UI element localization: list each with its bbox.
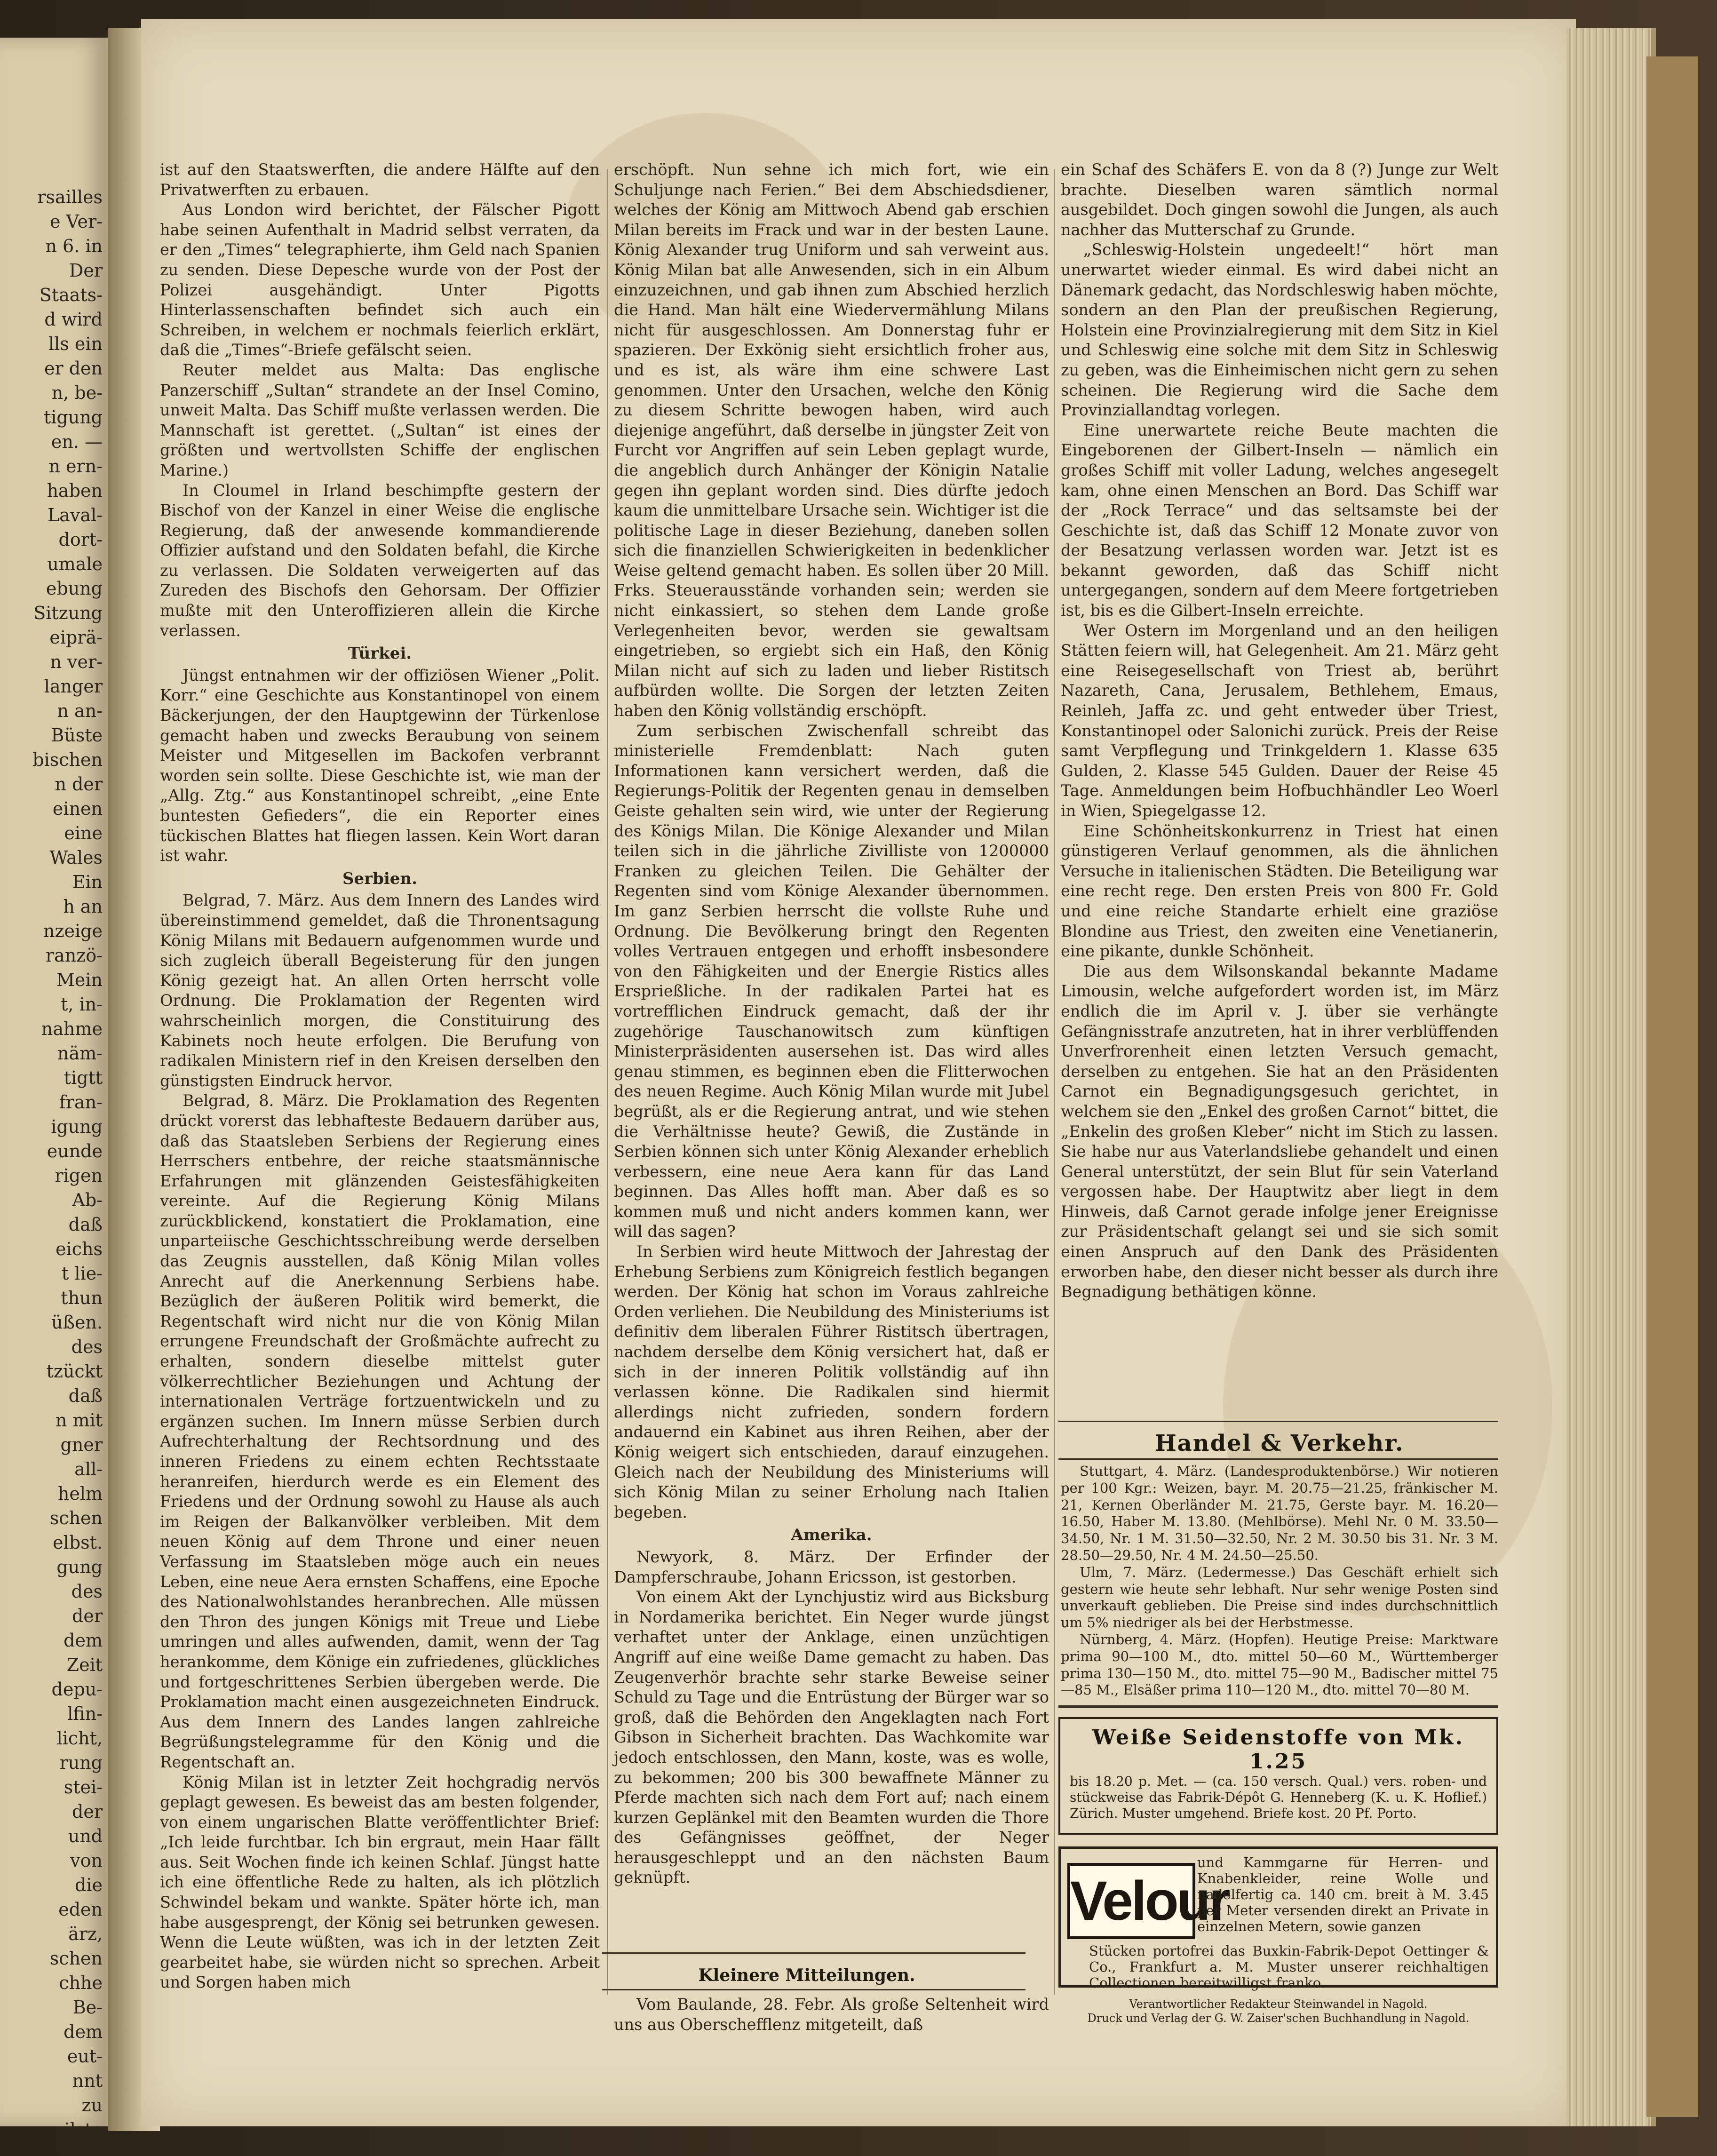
left-page-text-fragment: tigung (43, 407, 103, 428)
left-page-text-fragment: langer (44, 676, 103, 697)
article-paragraph: Belgrad, 7. März. Aus dem Innern des Landes wird übereinstimmend gemeldet, daß die Thronentsagung König Milans mit Bedauern aufgenommen wurde und sich zugleich überall Begeisterung für den jungen König gezeigt hat. An allen Orten herrscht volle Ordnung. Die Proklamation der Regenten wird wahrscheinlich morgen, die Constituirung des Kabinets noch heute erfolgen. Die Berufung von radikalen Ministern rief in den Kreisen derselben den günstigsten Eindruck hervor. (160, 891, 600, 1090)
left-page-text-fragment: rsailles (37, 187, 103, 207)
left-page-text-fragment: Be- (72, 1997, 103, 2018)
ad-text: Stücken portofrei das Buxkin-Fabrik-Depot Oettinger & Co., Frankfurt a. M. Muster unserer reichhaltigen Collectionen bereitwilligst franko. (1089, 1943, 1489, 1991)
left-page-text-fragment: en. — (51, 431, 103, 452)
advertisement-velour (1058, 1846, 1498, 1991)
left-page-text-fragment: d wird (44, 309, 103, 330)
left-page-text-fragment: dem (64, 2021, 103, 2042)
left-page-text-fragment: schen (49, 1508, 103, 1528)
section-rule (602, 1989, 1025, 1990)
left-page-text-fragment: Sitzung (33, 603, 103, 623)
left-page-text-fragment: dem (64, 1630, 103, 1651)
left-page-text-fragment: daß (68, 1214, 103, 1235)
left-page-text-fragment: helm (57, 1483, 103, 1504)
left-page-text-fragment: rung (59, 1752, 103, 1773)
left-page-text-fragment: nnt (72, 2070, 103, 2091)
left-page-text-fragment: chhe (59, 1973, 103, 1993)
section-rule (602, 1952, 1025, 1954)
article-paragraph: Belgrad, 8. März. Die Proklamation des Regenten drückt vorerst das lebhafteste Bedauern darüber aus, daß das Staatsleben Serbiens der Regierung eines Herrschers entbehre, der reiche staatsmännische Erfahrungen mit glänzenden Geistesfähigkeiten vereinte. Auf die Regierung König Milans zurückblickend, konstatiert die Proklamation, eine unparteiische Geschichtsschreibung werde derselben das Zeugnis ausstellen, daß König Milan volles Anrecht auf die Anerkennung Serbiens habe. Bezüglich der äußeren Politik wird bemerkt, die Regentschaft wird nicht nur die von König Milan errungene Freundschaft der Großmächte aufrecht zu erhalten, sondern dieselbe mittelst guter völkerrechtlicher Beziehungen und Achtung der internationalen Verträge fortzuentwickeln und zu ergänzen suchen. Im Innern müsse Serbien durch Aufrechterhaltung der Rechtsordnung und des inneren Friedens zu einem echten Rechtsstaate heranreifen, hierdurch werde es ein Element des Friedens und der Ordnung sowohl zu Hause als auch im Reigen der Balkanvölker verbleiben. Mit dem neuen König auf dem Throne und einer neuen Verfassung im Staatsleben möge auch ein neues Leben, eine neue Aera ernsten Schaffens, eine Epoche des Nationalwohlstandes heranbrechen. Alle müssen den Thron des jungen Königs mit Treue und Liebe umringen und alles aufwenden, damit, wenn der Tag herankomme, dem Könige ein zufriedenes, glückliches und fortgeschrittenes Serbien übergeben werde. Die Proklamation macht einen ausgezeichneten Eindruck. Aus dem Innern des Landes langen zahlreiche Begrüßungstelegramme für den König und die Regentschaft an. (160, 1091, 600, 1771)
left-page-text-fragment: bischen (32, 749, 103, 770)
left-page-text-fragment: igung (51, 1116, 103, 1137)
section-rule (1058, 1421, 1498, 1422)
left-page-text-fragment: Zeit (66, 1655, 103, 1675)
left-page-text-fragment: Ein (72, 872, 103, 892)
left-page-text-fragment: des (71, 1337, 103, 1357)
advertisement-silk (1058, 1717, 1498, 1835)
section-rule (1058, 1705, 1498, 1708)
book-cover-edge (1646, 56, 1698, 2117)
left-page-text-fragment: einen (52, 798, 103, 819)
left-page-text-fragment: ärz, (68, 1924, 103, 1944)
ad-headline: Weiße Seidenstoffe von Mk. 1.25 (1092, 1726, 1464, 1774)
article-paragraph: Vom Baulande, 28. Febr. Als große Seltenheit wird uns aus Oberschefflenz mitgeteilt, daß (614, 1995, 1049, 2034)
left-page-text-fragment: eden (58, 1899, 103, 1920)
left-page-text-fragment: n an- (57, 700, 103, 721)
ad-text: bis 18.20 p. Met. — (ca. 150 versch. Qual.) vers. roben- und stückweise das Fabrik-Dépôt G. Henneberg (K. u. K. Hoflief.) Zürich. Muster umgehend. Briefe kost. 20 Pf. Porto. (1070, 1774, 1487, 1821)
left-page-text-fragment: n mit (55, 1410, 103, 1431)
section-heading-handel: Handel & Verkehr. (1155, 1430, 1404, 1456)
left-page-text-fragment: Ab- (72, 1190, 103, 1210)
imprint-publisher: Druck und Verlag der G. W. Zaiser'schen Buchhandlung in Nagold. (1087, 2012, 1470, 2025)
left-page-text-fragment: gung (56, 1557, 103, 1577)
article-paragraph: ist auf den Staatswerften, die andere Hälfte auf den Privatwerften zu erbauen. (160, 160, 600, 199)
left-page-strip (0, 38, 110, 2140)
left-page-text-fragment: elbst. (53, 1532, 103, 1553)
article-paragraph: Eine Schönheitskonkurrenz in Triest hat einen günstigeren Verlauf genommen, als die ähnlichen Versuche in italienischen Städten. Die Beteiligung war eine recht rege. Den ersten Preis von 800 Fr. Gold und eine reiche Standarte erhielt eine graziöse Blondine aus Triest, den zweiten eine Venetianerin, eine pikante, dunkle Schönheit. (1061, 821, 1499, 961)
left-page-text-fragment: depu- (51, 1679, 103, 1700)
left-page-text-fragment: tigtt (64, 1067, 103, 1088)
left-page-text-fragment: fran- (59, 1092, 103, 1113)
left-page-text-fragment: e Ver- (49, 211, 103, 232)
article-paragraph: In Serbien wird heute Mittwoch der Jahrestag der Erhebung Serbiens zum Königreich festlich begangen werden. Der König hat schon im Voraus zahlreiche Orden verliehen. Die Neubildung des Ministeriums ist definitiv dem liberalen Führer Ristitsch übertragen, nachdem derselbe dem König versichert hat, daß er sich in der inneren Politik vollständig auf ihn verlassen könne. Die Radikalen sind hiermit allerdings nicht zufrieden, sondern fordern andauernd ein Kabinet aus ihren Reihen, aber der König weigert sich entschieden, darauf einzugehen. Gleich nach der Neubildung des Ministeriums will sich König Milan zu seiner Erholung nach Italien begeben. (614, 1242, 1049, 1521)
article-paragraph: Aus London wird berichtet, der Fälscher Pigott habe seinen Aufenthalt in Madrid selbst verraten, da er den „Times“ telegraphierte, ihm Geld nach Spanien zu senden. Diese Depesche wurde von der Post der Polizei ausgehändigt. Unter Pigotts Hinterlassenschaften befindet sich auch ein Schreiben, in welchem er nochmals feierlich erklärt, daß die „Times“-Briefe gefälscht seien. (160, 200, 600, 359)
article-paragraph: ein Schaf des Schäfers E. von da 8 (?) Junge zur Welt brachte. Dieselben waren sämtlich normal ausgebildet. Doch gingen sowohl die Jungen, als auch nachher das Mutterschaf zu Grunde. (1061, 160, 1498, 239)
article-paragraph: König Milan ist in letzter Zeit hochgradig nervös geplagt gewesen. Es beweist das am besten folgender, von einem ungarischen Blatte veröffentlichter Brief: „Ich leide furchtbar. Ich bin ergraut, mein Haar fällt aus. Seit Wochen finde ich keinen Schlaf. Jüngst hatte ich eine öffentliche Rede zu halten, als ich plötzlich Schwindel bekam und wankte. Später hörte ich, man habe ausgesprengt, der König sei betrunken gewesen. Wenn die Leute wüßten, was ich in der letzten Zeit gearbeitet habe, sie würden nicht so sprechen. Arbeit und Sorgen haben mich (160, 1773, 600, 1992)
left-page-text-fragment: eut- (67, 2046, 103, 2067)
left-page-text-fragment: ranzö- (45, 945, 103, 966)
ad-text: und Kammgarne für Herren- und Knabenkleider, reine Wolle und nadelfertig ca. 140 cm. breit à M. 3.45 per Meter versenden direkt an Private in einzelnen Metern, sowie ganzen (1197, 1854, 1489, 1934)
column-2 (614, 160, 1049, 1888)
left-page-text-fragment: üßen. (51, 1312, 103, 1333)
section-heading-amerika: Amerika. (791, 1526, 872, 1545)
article-paragraph: Die aus dem Wilsonskandal bekannte Madame Limousin, welche aufgefordert worden ist, im März endlich die im April v. J. über sie verhängte Gefängnisstrafe anzutreten, hat in ihrer verblüffenden Unverfrorenheit einen letzten Versuch gemacht, derselben zu entgehen. Sie hat an den Präsidenten Carnot ein Begnadigungsgesuch gerichtet, in welchem sie den „Enkel des großen Carnot“ bittet, die „Enkelin des großen Kleber“ nicht im Stich zu lassen. Sie habe nur aus Vaterlandsliebe gehandelt und einen General unterstützt, der sein Blut für sein Vaterland vergossen habe. Der Hauptwitz aber liegt in dem Hinweis, daß Carnot gerade infolge jener Ereignisse zur Präsidentschaft gelangt sei und sie sich somit einen Anspruch auf den Dank des Präsidenten erworben habe, den dieser nicht besser als durch ihre Begnadigung bethätigen könne. (1061, 962, 1498, 1301)
left-page-text-fragment: n 6. in (45, 236, 103, 256)
column-rule (607, 169, 608, 1995)
left-page-text-fragment: daß (68, 1385, 103, 1406)
left-page-text-fragment: eichs (56, 1239, 103, 1259)
imprint-editor: Verantwortlicher Redakteur Steinwandel in Nagold. (1129, 1997, 1428, 2011)
left-page-text-fragment: gner (60, 1434, 103, 1455)
section-rule (1058, 1458, 1498, 1460)
left-page-text-fragment: rigen (55, 1165, 103, 1186)
left-page-text-fragment: n ern- (48, 456, 103, 477)
left-page-text-fragment: näm- (57, 1043, 103, 1064)
article-paragraph: Reuter meldet aus Malta: Das englische Panzerschiff „Sultan“ strandete an der Insel Comino, unweit Malta. Das Schiff mußte verlassen werden. Die Mannschaft ist gerettet. („Sultan“ ist eines der größten und wertvollsten Schiffe der englischen Marine.) (160, 360, 600, 479)
left-page-text-fragment: n ver- (50, 652, 103, 672)
left-page-text-fragment: zu (81, 2095, 103, 2116)
left-page-text-fragment: von (70, 1850, 103, 1871)
section-heading-tuerkei: Türkei. (348, 644, 412, 663)
left-page-text-fragment: Wales (49, 847, 103, 868)
left-page-text-fragment: t lie- (62, 1263, 103, 1284)
left-page-text-fragment: des (71, 1581, 103, 1602)
left-page-text-fragment: Laval- (47, 505, 103, 525)
left-page-text-fragment: Der (69, 260, 103, 281)
left-page-text-fragment: die (75, 1875, 103, 1895)
left-page-text-fragment: nahme (41, 1018, 103, 1039)
article-paragraph: In Cloumel in Irland beschimpfte gestern der Bischof von der Kanzel in einer Weise die englische Regierung, daß der anwesende kommandierende Offizier aufstand und den Soldaten befahl, die Kirche zu verlassen. Die Soldaten verweigerten auf das Zureden des Bischofs den Gehorsam. Der Offizier mußte mit den Unteroffizieren allein die Kirche verlassen. (160, 481, 600, 640)
trade-report (1061, 1463, 1498, 1699)
column-rule (1054, 169, 1055, 1995)
article-paragraph: erschöpft. Nun sehne ich mich fort, wie ein Schuljunge nach Ferien.“ Bei dem Abschiedsdiener, welches der König am Mittwoch Abend gab erschien Milan bereits im Frack und war in der besten Laune. König Alexander trug Uniform und sah verweint aus. König Milan bat alle Anwesenden, sich in ein Album einzuzeichnen, und gab ihnen zum Abschied herzlich die Hand. Man hält eine Wiedervermählung Milans nicht für ausgeschlossen. Am Donnerstag fuhr er spazieren. Der Exkönig sieht ersichtlich froher aus, und es ist, als wäre ihm eine schwere Last genommen. Unter den Ursachen, welche den König zu diesem Schritte bewogen haben, wird auch diejenige angeführt, daß derselbe in jüngster Zeit von Furcht vor Angriffen auf sein Leben geplagt wurde, die angeblich durch Anhänger der Königin Natalie gegen ihn geplant worden sind. Dies dürfte jedoch kaum die unmittelbare Ursache sein. Wichtiger ist die politische Lage in dieser Beziehung, daneben sollen sich die finanziellen Schwierigkeiten in bedenklicher Weise geltend gemacht haben. Es sollen über 20 Mill. Frks. Steuerausstände vorhanden sein; werden sie nicht einkassiert, so stehen dem Lande große Verlegenheiten bevor, werden sie gewaltsam eingetrieben, so ergiebt sich ein Haß, den König Milan nicht auf sich zu laden und lieber Ristitsch aufbürden wollte. Die Sorgen der letzten Zeiten haben den König vollständig erschöpft. (614, 160, 1049, 720)
article-paragraph: Newyork, 8. März. Der Erfinder der Dampferschraube, Johann Ericsson, ist gestorben. (614, 1547, 1049, 1586)
article-paragraph: „Schleswig-Holstein ungedeelt!“ hört man unerwartet wieder einmal. Es wird dabei nicht an Dänemark gedacht, das Nordschleswig haben möchte, sondern an den Plan der preußischen Regierung, Holstein eine Provinzialregierung mit dem Sitz in Kiel und Schleswig eine solche mit dem Sitz in Schleswig zu geben, was die Einheimischen nicht gern zu sehen scheinen. Die Regierung wird die Sache dem Provinziallandtag vorlegen. (1061, 240, 1498, 420)
article-paragraph: Eine unerwartete reiche Beute machten die Eingeborenen der Gilbert-Inseln — nämlich ein großes Schiff mit voller Ladung, welches angesegelt kam, ohne einen Menschen an Bord. Das Schiff war der „Rock Terrace“ und das seltsamste bei der Geschichte ist, daß das Schiff 12 Monate zuvor von der Besatzung verlassen worden war. Jetzt ist es bekannt geworden, daß das Schiff nicht untergegangen, sondern auf dem Meere fortgetrieben ist, bis es die Gilbert-Inseln erreichte. (1061, 421, 1498, 620)
left-page-text-fragment: n, be- (51, 382, 103, 403)
left-page-text-fragment: n der (55, 774, 103, 795)
article-paragraph: Ulm, 7. März. (Ledermesse.) Das Geschäft erhielt sich gestern wie heute sehr lebhaft. Nur sehr wenige Posten sind unverkauft geblieben. Die Preise sind indes durchschnittlich um 5% niedriger als bei der Herbstmesse. (1061, 1564, 1498, 1631)
left-page-text-fragment: thun (61, 1288, 103, 1308)
left-page-text-fragment: und (68, 1826, 103, 1846)
left-page-text-fragment: all- (74, 1459, 103, 1480)
column-2-bottom (614, 1995, 1049, 2035)
left-page-text-fragment: lls ein (48, 334, 103, 354)
article-paragraph: Nürnberg, 4. März. (Hopfen). Heutige Preise: Marktware prima 90—100 M., dto. mittel 50—60 M., Württemberger prima 130—150 M., dto. mittel 75—90 M., Badischer mittel 75—85 M., Elsäßer prima 110—120 M., dto. mittel 70—80 M. (1061, 1631, 1498, 1698)
article-paragraph: Von einem Akt der Lynchjustiz wird aus Bicksburg in Nordamerika berichtet. Ein Neger wurde jüngst verhaftet unter der Anklage, einen unzüchtigen Angriff auf eine weiße Dame gemacht zu haben. Das Zeugenverhör brachte sehr starke Beweise seiner Schuld zu Tage und die Entrüstung der Bürger war so groß, daß die Behörden den Angeklagten nach Fort Gibson in Sicherheit brachten. Das Wachkomite war jedoch entschlossen, den Mann, koste, was es wolle, zu bekommen; 200 bis 300 bewaffnete Männer zu Pferde machten sich nach dem Fort auf; nach einem kurzen Geplänkel mit den Beamten wurden die Thore des Gefängnisses geöffnet, der Neger herausgeschleppt und an den nächsten Baum geknüpft. (614, 1588, 1049, 1887)
left-page-text-fragment: der (72, 1606, 103, 1626)
left-page-text-fragment: licht, (56, 1728, 103, 1749)
left-page-text-fragment: umale (47, 554, 103, 574)
left-page-text-fragment: stei- (64, 1777, 103, 1798)
left-page-text-fragment: ebung (46, 578, 103, 599)
left-page-text-fragment: h an (63, 896, 103, 917)
column-1 (160, 160, 600, 1993)
left-page-text-fragment: Mein (56, 970, 103, 990)
section-heading-serbien: Serbien. (342, 869, 417, 888)
left-page-text-fragment: eine (64, 823, 103, 843)
left-page-text-fragment: t, in- (61, 994, 103, 1015)
left-page-text-fragment: eunde (47, 1141, 103, 1162)
left-page-text-fragment: er den (44, 358, 103, 379)
column-3 (1061, 160, 1498, 1302)
article-paragraph: Zum serbischen Zwischenfall schreibt das ministerielle Fremdenblatt: Nach guten Informationen kann versichert werden, daß die Regierungs-Politik der Regenten genau in demselben Geiste gehalten sein wird, wie unter der Regierung des Königs Milan. Die Könige Alexander und Milan teilen sich in die jährliche Zivilliste von 1200000 Franken zu gleichen Teilen. Die Gehälter der Regenten sind vom Könige Alexander übernommen. Im ganz Serbien herrscht die vollste Ruhe und Ordnung. Die Bevölkerung bringt den Regenten volles Vertrauen entgegen und erhofft insbesondere von den Fähigkeiten und der Energie Ristics alles Ersprießliche. In der radikalen Partei hat es vortrefflichen Eindruck gemacht, daß der ihr zugehörige Tauschanowitsch zum künftigen Ministerpräsidenten ausersehen ist. Das wird alles genau stimmen, es beginnen eben die Flitterwochen des neuen Regime. Auch König Milan wurde mit Jubel begrüßt, als er die Regierung antrat, und wie stehen die Verhältnisse heute? Gewiß, die Zustände in Serbien können sich unter König Alexander erheblich verbessern, eine neue Aera kann für das Land beginnen. Das Alles hofft man. Aber daß es so kommen muß und nicht anders kommen kann, wer will das sagen? (614, 721, 1049, 1241)
left-page-text-fragment: dort- (58, 529, 103, 550)
article-paragraph: Wer Ostern im Morgenland und an den heiligen Stätten feiern will, hat Gelegenheit. Am 21. März geht eine Reisegesellschaft von Triest ab, berührt Nazareth, Cana, Jerusalem, Bethlehem, Emaus, Reinleh, Jaffa zc. und geht entweder über Triest, Konstantinopel oder Salonichi zurück. Preis der Reise samt Verpflegung und Trinkgeldern 1. Klasse 635 Gulden, 2. Klasse 545 Gulden. Dauer der Reise 45 Tage. Anmeldungen beim Hofbuchhändler Leo Woerl in Wien, Spiegelgasse 12. (1061, 621, 1498, 820)
left-page-text-fragment: tzückt (46, 1361, 103, 1382)
left-page-text-fragment: der (72, 1801, 103, 1822)
left-page-text-fragment: nzeige (43, 921, 103, 941)
left-page-text-fragment: lfin- (67, 1703, 103, 1724)
left-page-text-fragment: schen (49, 1948, 103, 1969)
left-page-text-fragment: eiprä- (49, 627, 103, 648)
left-page-text-fragment: haben (47, 480, 103, 501)
page-stack-edge (1566, 28, 1656, 2126)
left-page-text-fragment: ilste (64, 2119, 103, 2140)
imprint (1058, 1997, 1498, 2025)
left-page-text-fragment: Büste (51, 725, 103, 746)
velour-logo: Velour (1067, 1863, 1195, 1939)
article-paragraph: Stuttgart, 4. März. (Landesproduktenbörse.) Wir notieren per 100 Kgr.: Weizen, bayr. M. 20.75—21.25, fränkischer M. 21, Kernen Oberländer M. 21.75, Gerste bayr. M. 16.20—16.50, Haber M. 13.80. (Mehlbörse). Mehl Nr. 0 M. 33.50—34.50, Nr. 1 M. 31.50—32.50, Nr. 2 M. 30.50 bis 31. Nr. 3 M. 28.50—29.50, Nr. 4 M. 24.50—25.50. (1061, 1463, 1498, 1563)
left-page-text-fragment: Staats- (39, 285, 103, 305)
section-heading-kleinere: Kleinere Mitteilungen. (698, 1965, 915, 1985)
article-paragraph: Jüngst entnahmen wir der offiziösen Wiener „Polit. Korr.“ eine Geschichte aus Konstantinopel von einem Bäckerjungen, der den Hauptgewinn der Türkenlose gemacht haben und zwecks Beraubung von seinem Meister und Mitgesellen im Backofen verbrannt worden sein sollte. Diese Geschichte ist, wie man der „Allg. Ztg.“ aus Konstantinopel schreibt, „eine Ente buntesten Gefieders“, die ein Reporter eines tückischen Blattes hat fliegen lassen. Kein Wort daran ist wahr. (160, 666, 600, 865)
